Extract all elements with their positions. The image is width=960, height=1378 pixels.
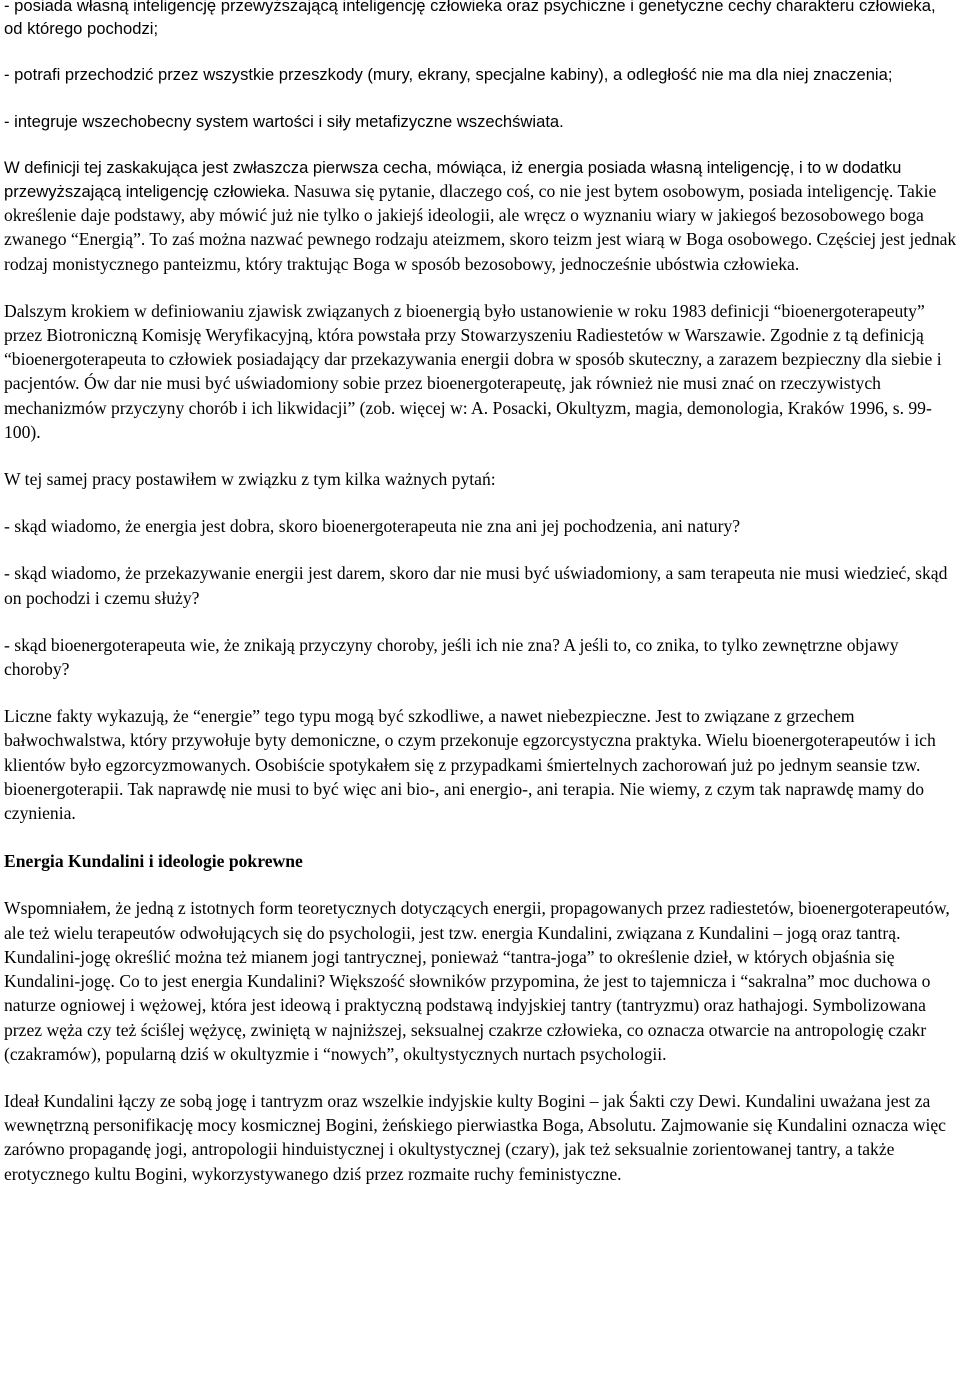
paragraph-bioenergotherapist-definition: Dalszym krokiem w definiowaniu zjawisk związanych z bioenergią było ustanowienie w roku 1983 definicji “bioenergoterapeuty” przez Biotroniczną Komisję Weryfikacyjną, która powstała przy Stowarzyszeniu Radiestetów w Warszawie. Zgodnie z tą definicją “bioenergoterapeuta to człowiek posiadający dar przekazywania energii dobra w sposób skuteczny, a zarazem bezpieczny dla siebie i pacjentów. Ów dar nie musi być uświadomiony sobie przez bioenergoterapeutę, jak również nie musi znać on rzeczywistych mechanizmów przyczyny chorób i ich likwidacji” (zob. więcej w: A. Posacki, Okultyzm, magia, demonologia, Kraków 1996, s. 99-100). — [4, 300, 942, 442]
paragraph-bullet-integration: - integruje wszechobecny system wartości i siły metafizyczne wszechświata. — [4, 111, 564, 131]
paragraph-bullet-intelligence: - posiada własną inteligencję przewyższającą inteligencję człowieka oraz psychiczne i genetyczne cechy charakteru człowieka, od którego pochodzi; — [4, 0, 936, 39]
paragraph-definition — [4, 156, 958, 276]
paragraph-question-2: - skąd wiadomo, że przekazywanie energii jest darem, skoro dar nie musi być uświadomiony, a sam terapeuta nie musi wiedzieć, skąd on pochodzi i czemu służy? — [4, 563, 948, 608]
paragraph-question-3: - skąd bioenergoterapeuta wie, że znikają przyczyny choroby, jeśli ich nie zna? A jeśli to, co znika, to tylko zewnętrzne objawy choroby? — [4, 634, 899, 680]
definition-serif-text: Nasuwa się pytanie, dlaczego coś, co nie jest bytem osobowym, posiada inteligencję. Takie określenie daje podstawy, aby mówić już nie tylko o jakiejś ideologii, ale wręcz o wyznaniu wiary w jakiegoś bezosobowego boga zwanego “Energią”. To zaś można nazwać pewnego rodzaju ateizmem, skoro teizm jest wiarą w Boga osobowego. Częściej jest jednak rodzaj monistycznego panteizmu, który traktując Boga w sposób bezosobowy, jednocześnie ubóstwia człowieka. — [4, 181, 957, 274]
definition-sans-text: W definicji tej zaskakująca jest zwłaszcza pierwsza cecha, mówiąca, iż energia posiada własną inteligencję, i to w dodatku przewyższającą inteligencję człowieka. — [4, 157, 902, 202]
paragraph-question-1: - skąd wiadomo, że energia jest dobra, skoro bioenergoterapeuta nie zna ani jej pochodzenia, ani natury? — [4, 516, 741, 537]
section-heading: Energia Kundalini i ideologie pokrewne — [4, 851, 303, 872]
paragraph-questions-intro: W tej samej pracy postawiłem w związku z tym kilka ważnych pytań: — [4, 469, 496, 490]
paragraph-kundalini-energy: Wspomniałem, że jedną z istotnych form teoretycznych dotyczących energii, propagowanych przez radiestetów, bioenergoterapeutów, ale też wielu terapeutów odwołujących się do psychologii, jest tzw. energia Kundalini, związana z Kundalini – jogą oraz tantrą. Kundalini-jogę określić można też mianem jogi tantrycznej, ponieważ “tantra-joga” to określenie dzieł, w których objaśnia się Kundalini-jogę. Co to jest energia Kundalini? Większość słowników przypomina, że jest to tajemnicza i “sakralna” moc duchowa o naturze ogniowej i wężowej, która jest ideową i praktyczną podstawą indyjskiej tantry (tantryzmu) oraz hathajogi. Symbolizowana przez węża czy też ściślej wężycę, zwiniętą w najniższej, seksualnej czakrze człowieka, co oznacza otwarcie na antropologię czakr (czakramów), popularną dziś w okultyzmie i “nowych”, okultystycznych nurtach psychologii. — [4, 898, 950, 1064]
paragraph-facts: Liczne fakty wykazują, że “energie” tego typu mogą być szkodliwe, a nawet niebezpieczne. Jest to związane z grzechem bałwochwalstwa, który przywołuje byty demoniczne, o czym przekonuje egzorcystyczna praktyka. Wielu bioenergoterapeutów i ich klientów było egzorcyzmowanych. Osobiście spotykałem się z przypadkami śmiertelnych zachorowań już po jednym seansie tzw. bioenergoterapii. Tak naprawdę nie musi to być więc ani bio-, ani energio-, ani terapia. Nie wiemy, z czym tak naprawdę mamy do czynienia. — [4, 706, 936, 824]
paragraph-bullet-obstacles: - potrafi przechodzić przez wszystkie przeszkody (mury, ekrany, specjalne kabiny), a odległość nie ma dla niej znaczenia; — [4, 65, 893, 85]
paragraph-kundalini-ideal: Ideał Kundalini łączy ze sobą jogę i tantryzm oraz wszelkie indyjskie kulty Bogini – jak Śakti czy Dewi. Kundalini uważana jest za wewnętrzną personifikację mocy kosmicznej Bogini, żeńskiego pierwiastka Boga, Absolutu. Zajmowanie się Kundalini oznacza więc zarówno propagandę jogi, antropologii hinduistycznej i okultystycznej (czary), jak też seksualnie zorientowanej tantry, a także erotycznego kultu Bogini, wykorzystywanego dziś przez rozmaite ruchy feministyczne. — [4, 1090, 946, 1184]
